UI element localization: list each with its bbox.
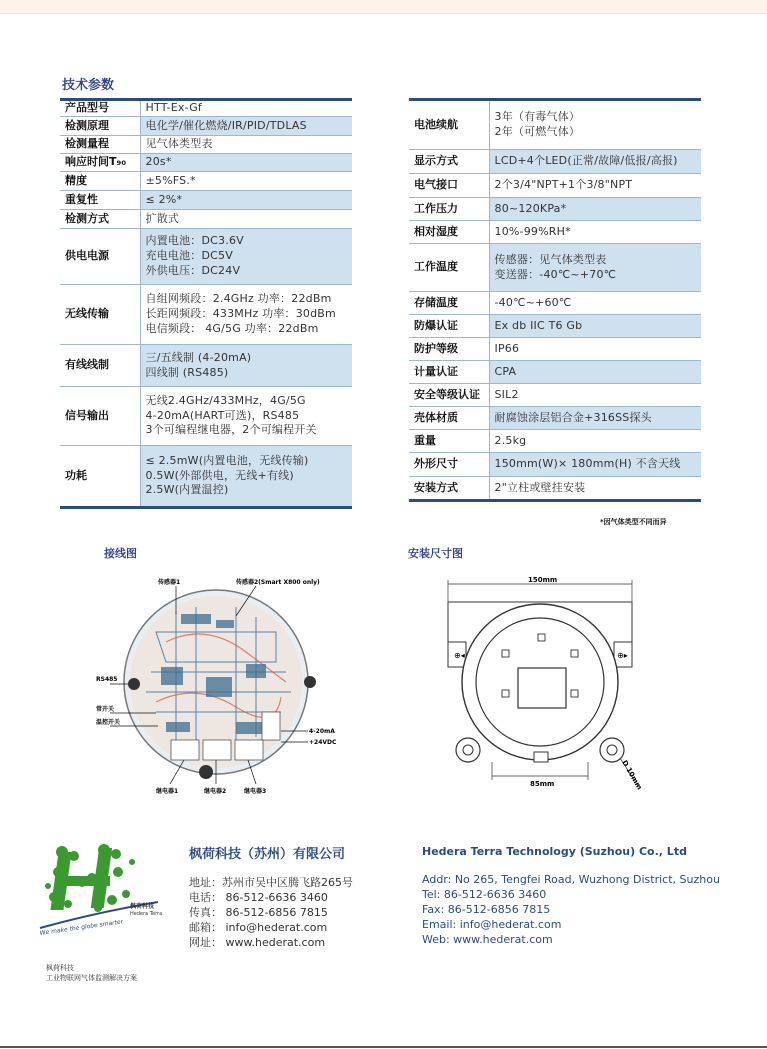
label-vdc: +24VDC [309,739,337,746]
spec-value-line: ≤ 2.5mW(内置电池，无线传输) [145,453,309,467]
spec-key: 检测原理 [60,117,140,136]
fax-en: Fax: 86-512-6856 7815 [422,903,551,916]
svg-text:⊕◂: ⊕◂ [454,651,465,660]
spec-value [489,384,701,407]
bottom-rule [0,1046,767,1048]
logo-brand-cn: 枫荷科技 [130,903,155,910]
spec-value [489,338,701,361]
spec-value-line: ±5%FS.* [145,173,196,187]
label-rs485: RS485 [96,676,118,683]
spec-row [409,150,701,174]
spec-value-line: 3个可编程继电器，2个可编程开关 [145,423,317,437]
spec-value [140,136,352,154]
spec-row [409,361,701,384]
dim-bottom: 85mm [530,780,555,788]
logo-slogan: We make the globe smarter [39,918,124,937]
logo-brand-en: Hedera Terra [130,911,163,917]
spec-value [489,407,701,430]
spec-value-line: IP66 [494,341,520,355]
spec-value-line: 2"立柱或壁挂安装 [494,480,586,494]
company-name-cn: 枫荷科技（苏州）有限公司 [189,847,346,862]
wiring-diagram [96,572,368,802]
spec-key: 功耗 [60,446,140,508]
spec-row [60,117,352,136]
spec-value-line: 充电电池：DC5V [145,249,233,263]
spec-table-left [60,98,352,509]
spec-key: 工作压力 [409,198,489,221]
spec-value-line: 4-20mA(HART可选)，RS485 [145,408,300,422]
spec-row [409,384,701,407]
address-en: Addr: No 265, Tengfei Road, Wuzhong District, Suzhou [422,873,720,886]
spec-row [409,315,701,338]
spec-row [60,191,352,210]
footnote: *因气体类型不同而异 [600,518,667,526]
spec-value-line: 内置电池：DC3.6V [145,234,244,248]
spec-value [140,154,352,172]
spec-value-line: 2.5kg [494,433,527,447]
dimension-diagram [440,572,650,792]
spec-key: 显示方式 [409,150,489,174]
spec-value [140,117,352,136]
spec-value-line: 见气体类型表 [145,137,213,151]
fax-cn: 传真： 86-512-6856 7815 [189,906,328,919]
label-sensor2: 传感器2(Smart X800 only) [236,579,320,586]
spec-key: 相对湿度 [409,221,489,244]
spec-key: 工作温度 [409,244,489,292]
spec-value-line: 四线制 (RS485) [145,365,229,379]
spec-value-line: ≤ 2%* [145,192,183,206]
spec-row [60,210,352,229]
footer-desc: 工业物联网气体监测解决方案 [46,974,137,982]
spec-value [140,191,352,210]
spec-key: 计量认证 [409,361,489,384]
footer-name: 枫荷科技 [46,964,74,972]
rs485-port [128,678,140,690]
label-sensor1: 传感器1 [158,579,181,586]
spec-row [60,229,352,285]
address-cn: 地址：苏州市吴中区腾飞路265号 [189,876,353,889]
spec-key: 外形尺寸 [409,453,489,477]
spec-value [489,361,701,384]
spec-key: 有线线制 [60,345,140,387]
spec-value-line: 2年（可燃气体） [494,125,581,138]
company-name-en: Hedera Terra Technology (Suzhou) Co., Ltd [422,845,687,858]
spec-value [489,244,701,292]
spec-value [489,100,701,150]
spec-row [409,198,701,221]
spec-value [489,150,701,174]
spec-key: 信号输出 [60,387,140,446]
spec-key: 壳体材质 [409,407,489,430]
spec-value-line: 电化学/催化燃烧/IR/PID/TDLAS [145,118,307,132]
spec-value [140,100,352,117]
label-relay3: 继电器3 [244,788,267,795]
label-relay2: 继电器2 [204,788,227,795]
spec-row [409,338,701,361]
spec-value-line: CPA [494,364,517,378]
email-cn: 邮箱： info@hederat.com [189,921,328,934]
wiring-title: 接线图 [104,547,137,560]
spec-key: 重复性 [60,191,140,210]
spec-key: 重量 [409,430,489,453]
spec-key: 电池续航 [409,100,489,150]
spec-row [60,100,352,117]
spec-value-line: 无线2.4GHz/433MHz，4G/5G [145,393,306,407]
spec-value-line: 耐腐蚀涂层铝合金+316SS探头 [494,410,652,424]
spec-value-line: -40℃~+60℃ [494,295,572,309]
spec-value [489,221,701,244]
top-band [0,0,767,14]
spec-value-line: 长距网频段：433MHz 功率：30dBm [145,307,336,321]
spec-key: 存储温度 [409,292,489,315]
spec-key: 无线传输 [60,285,140,345]
spec-value-line: 2个3/4"NPT+1个3/8"NPT [494,178,633,192]
web-en: Web: www.hederat.com [422,933,553,946]
svg-text:⊕▸: ⊕▸ [617,651,628,660]
spec-value-line: 3年（有毒气体） [494,110,581,124]
spec-key: 防爆认证 [409,315,489,338]
spec-row [60,136,352,154]
company-logo [38,842,178,937]
spec-value-line: 三/五线制 (4-20mA) [145,350,252,364]
spec-value-line: 变送器：-40℃~+70℃ [494,267,617,281]
spec-row [409,221,701,244]
web-cn: 网址： www.hederat.com [189,936,326,949]
spec-value [489,315,701,338]
bottom-port [199,765,213,779]
spec-value [140,345,352,387]
spec-row [60,172,352,191]
spec-value-line: Ex db IIC T6 Gb [494,318,583,332]
dim-diameter: D 10mm [620,759,644,792]
spec-value-line: SIL2 [494,387,519,401]
spec-row [60,345,352,387]
spec-row [409,407,701,430]
spec-value-line: HTT-Ex-Gf [145,101,203,115]
spec-row [60,154,352,172]
spec-value-line: 2.5W(内置温控) [145,483,229,497]
spec-value-line: 10%-99%RH* [494,224,571,238]
spec-value-line: 扩散式 [145,211,180,225]
spec-value-line: 传感器：见气体类型表 [494,252,607,266]
spec-row [409,453,701,477]
spec-key: 产品型号 [60,100,140,117]
label-switch1: 常开关 [96,706,115,713]
contact-cn [189,875,353,950]
spec-value-line: 150mm(W)× 180mm(H) 不含天线 [494,457,681,471]
spec-value [140,229,352,285]
spec-value-line: 自组网频段：2.4GHz 功率：22dBm [145,292,332,306]
spec-key: 安全等级认证 [409,384,489,407]
spec-value [489,477,701,501]
dim-width: 150mm [528,576,558,584]
spec-key: 安装方式 [409,477,489,501]
spec-key: 电气接口 [409,174,489,198]
spec-value [489,453,701,477]
spec-key: 精度 [60,172,140,191]
spec-value [140,387,352,446]
section-title: 技术参数 [62,78,115,93]
label-switch2: 温控开关 [96,719,121,726]
spec-value [140,446,352,508]
spec-row [409,100,701,150]
dimension-title: 安装尺寸图 [408,547,463,560]
spec-value [140,210,352,229]
contact-en [422,872,720,947]
spec-value-line: 80~120KPa* [494,201,567,215]
spec-value [140,172,352,191]
spec-row [409,477,701,501]
spec-value [489,174,701,198]
phone-en: Tel: 86-512-6636 3460 [422,888,547,901]
spec-value-line: 20s* [145,155,172,169]
spec-row [60,387,352,446]
spec-value-line: LCD+4个LED(正常/故障/低报/高报) [494,154,678,168]
display-window [518,668,566,708]
email-en: Email: info@hederat.com [422,918,562,931]
spec-value-line: 电信频段： 4G/5G 功率：22dBm [145,321,319,335]
spec-value [489,198,701,221]
spec-row [409,244,701,292]
spec-row [409,174,701,198]
spec-row [409,292,701,315]
spec-value [140,285,352,345]
spec-key: 防护等级 [409,338,489,361]
spec-value [489,292,701,315]
spec-key: 检测量程 [60,136,140,154]
spec-value-line: 外供电压：DC24V [145,263,241,277]
label-relay1: 继电器1 [156,788,179,795]
spec-key: 响应时间T₉₀ [60,154,140,172]
spec-row [60,285,352,345]
spec-row [60,446,352,508]
spec-key: 检测方式 [60,210,140,229]
spec-value-line: 0.5W(外部供电，无线+有线) [145,468,294,482]
spec-row [409,430,701,453]
spec-value [489,430,701,453]
spec-key: 供电电源 [60,229,140,285]
spec-table-right [409,98,701,502]
phone-cn: 电话： 86-512-6636 3460 [189,891,328,904]
label-ma: 4-20mA [309,728,335,735]
